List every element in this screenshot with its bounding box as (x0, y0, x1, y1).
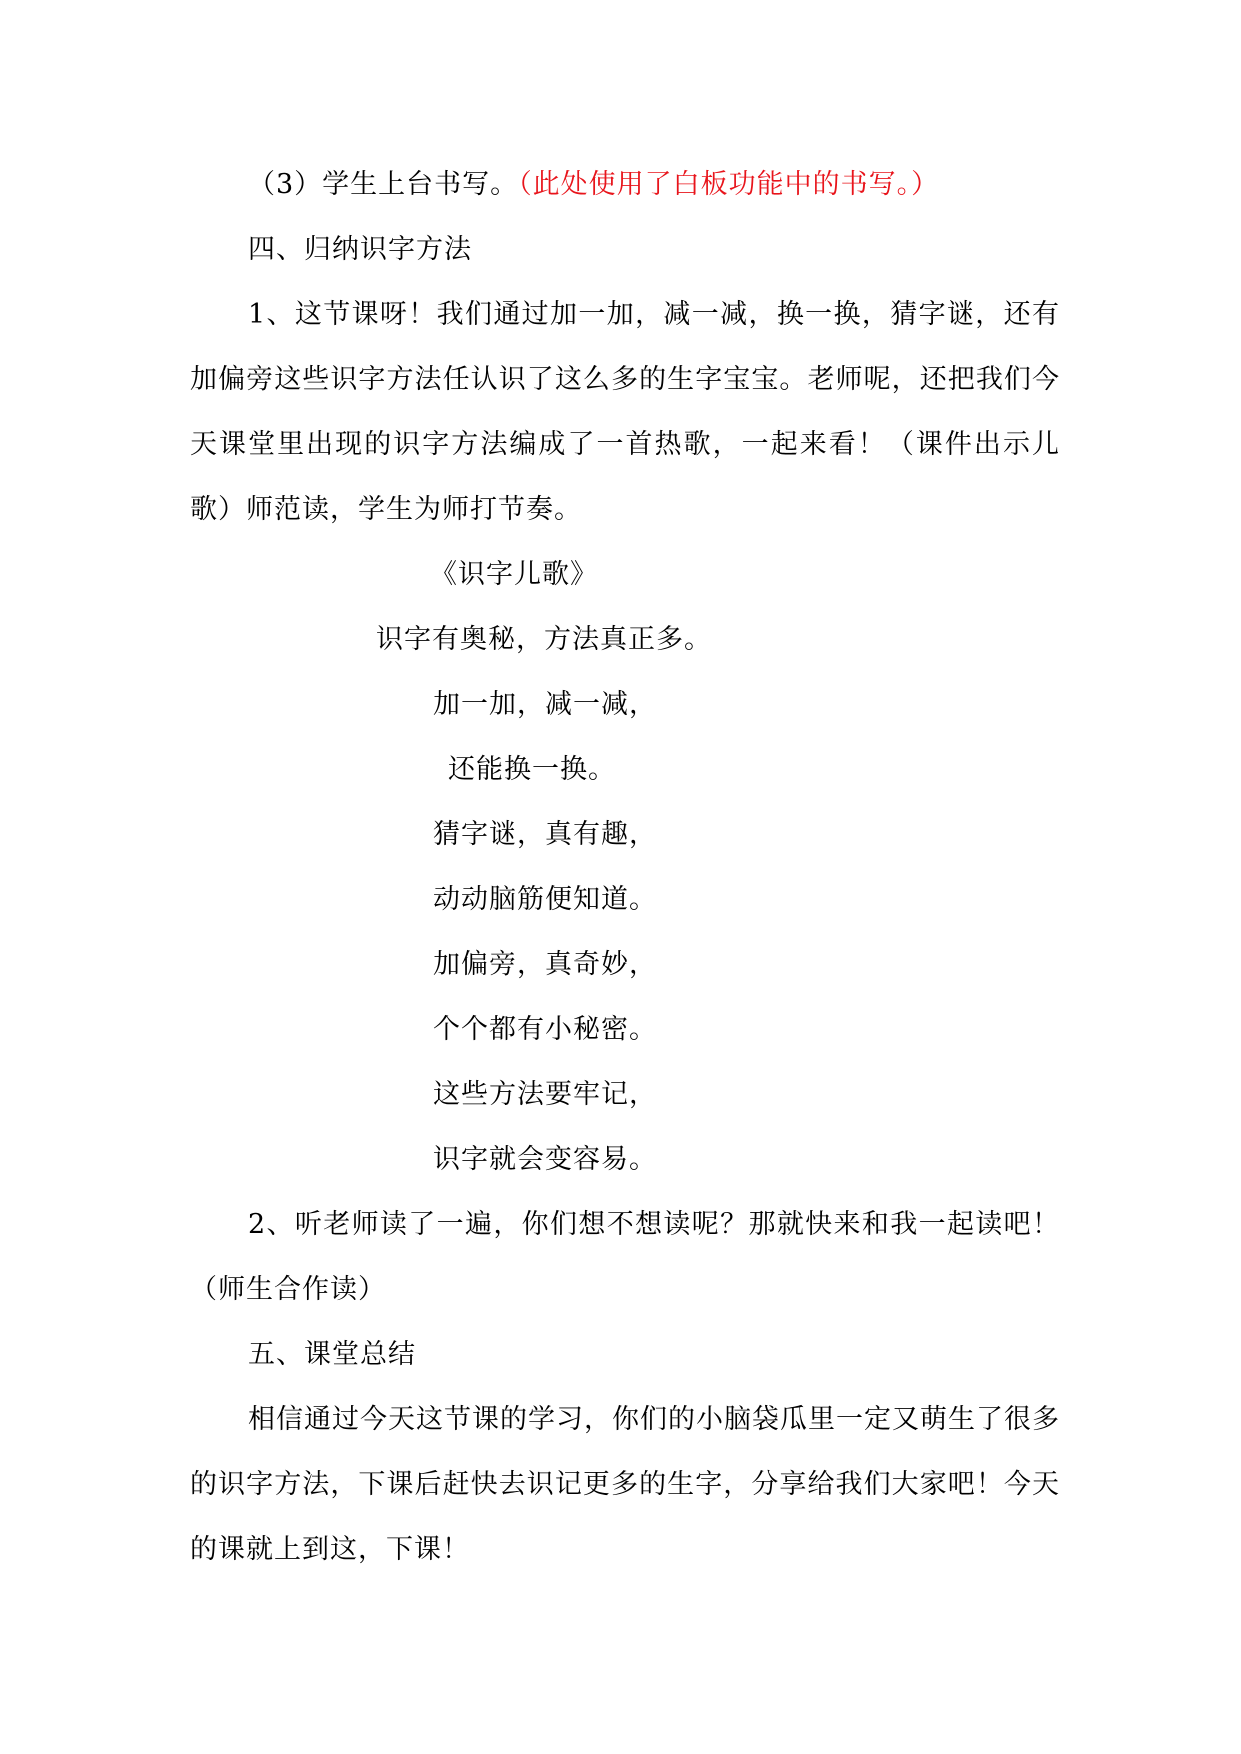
poem (190, 542, 1060, 1192)
step3-note: （此处使用了白板功能中的书写。） (518, 169, 940, 200)
section5-heading: 五、课堂总结 (248, 1339, 416, 1370)
document-body (190, 152, 1060, 1582)
poem-line: 还能换一换。 (448, 754, 616, 785)
poem-line: 这些方法要牢记， (433, 1079, 657, 1110)
step3-text: （3）学生上台书写。 (248, 169, 519, 200)
section4-paragraph-1: 1、这节课呀！我们通过加一加，减一减，换一换，猜字谜，还有加偏旁这些识字方法任认识了这么多的生字宝宝。老师呢，还把我们今天课堂里出现的识字方法编成了一首热歌，一起来看！（课件出示儿歌）师范读，学生为师打节奏。 (190, 299, 1060, 525)
section4-heading: 四、归纳识字方法 (248, 234, 472, 265)
poem-title: 《识字儿歌》 (430, 559, 598, 590)
step3-paragraph (190, 152, 1060, 217)
poem-line: 加偏旁，真奇妙， (433, 949, 657, 980)
poem-line: 动动脑筋便知道。 (433, 884, 657, 915)
poem-line: 猜字谜，真有趣， (433, 819, 657, 850)
poem-line: 加一加，减一减， (433, 689, 657, 720)
poem-line: 识字有奥秘，方法真正多。 (376, 624, 712, 655)
poem-line: 个个都有小秘密。 (433, 1014, 657, 1045)
section5-paragraph: 相信通过今天这节课的学习，你们的小脑袋瓜里一定又萌生了很多的识字方法，下课后赶快去识记更多的生字，分享给我们大家吧！今天的课就上到这，下课！ (190, 1404, 1060, 1565)
section4-paragraph-2: 2、听老师读了一遍，你们想不想读呢？那就快来和我一起读吧！（师生合作读） (190, 1209, 1060, 1305)
poem-line: 识字就会变容易。 (433, 1144, 657, 1175)
